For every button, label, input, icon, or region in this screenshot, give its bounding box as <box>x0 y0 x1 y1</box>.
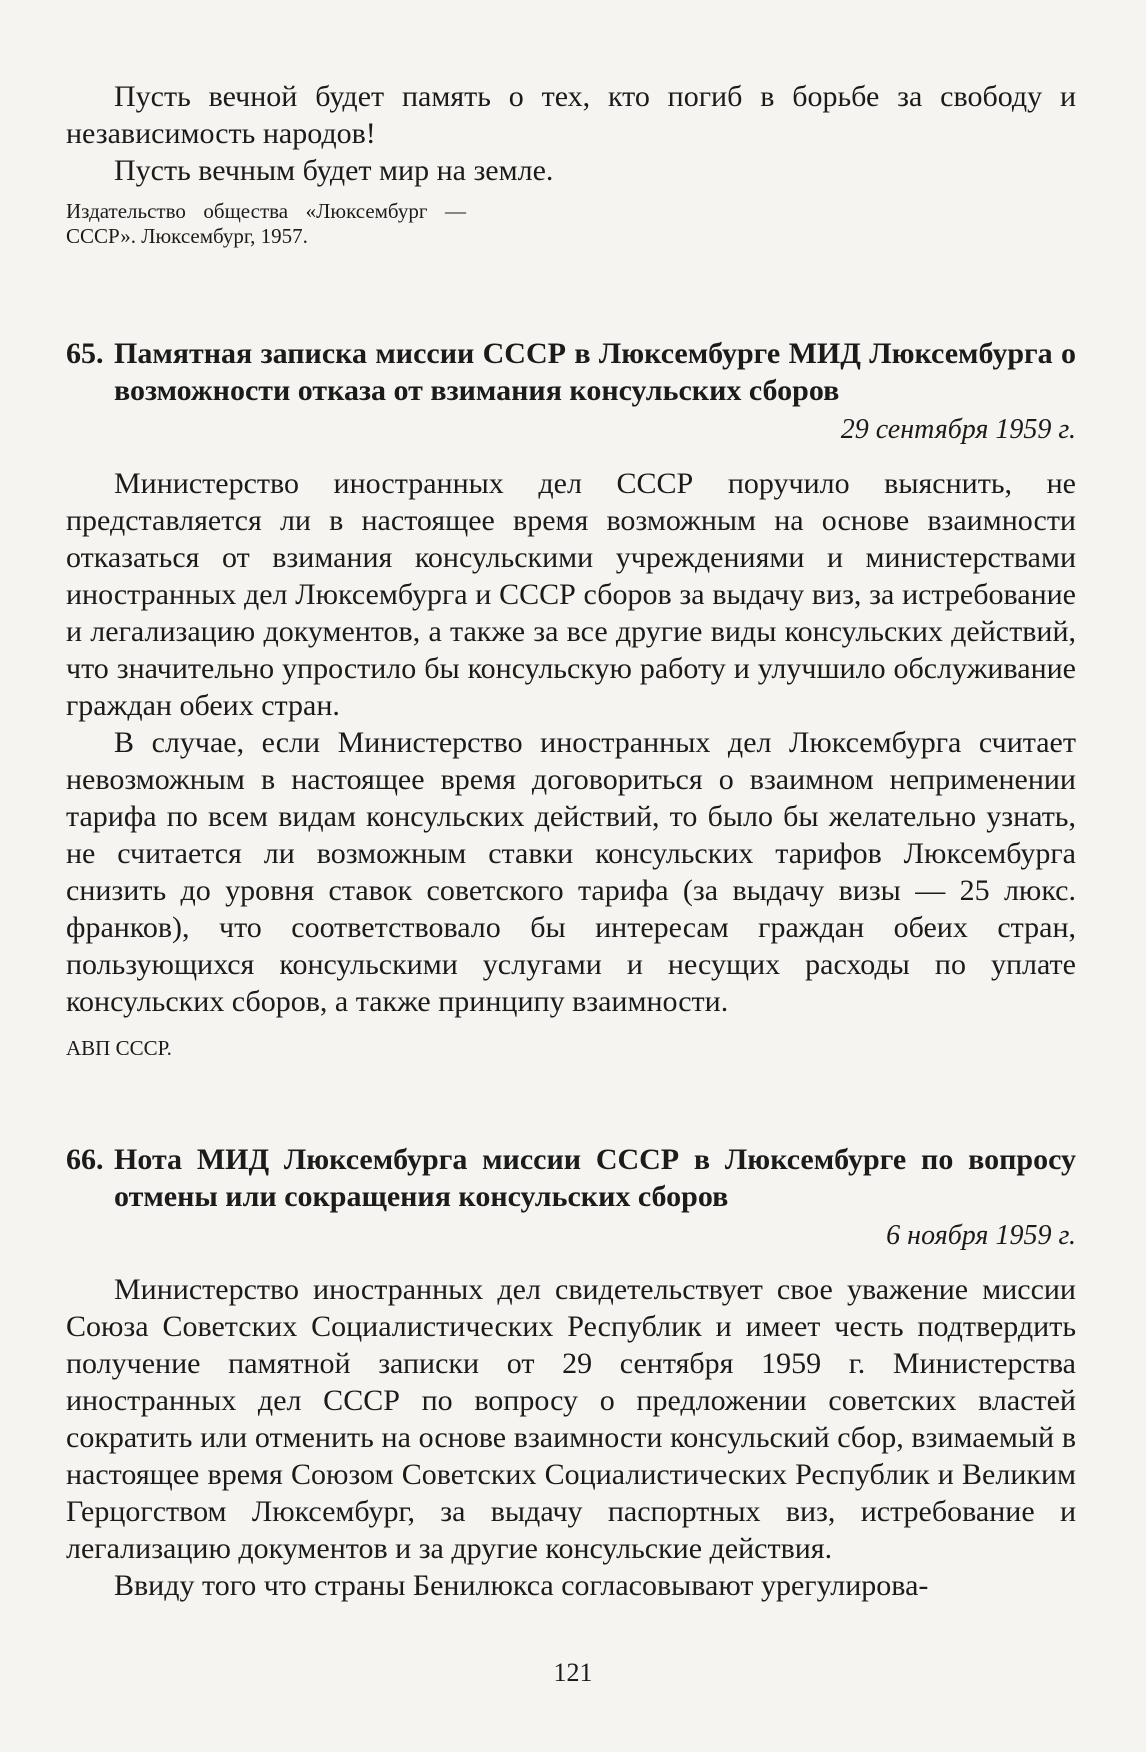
intro-line-1: Пусть вечной будет память о тех, кто погиб в борьбе за свободу и независимость народов! <box>66 80 1076 150</box>
doc66-number: 66. <box>66 1143 104 1176</box>
doc65-number: 65. <box>66 337 104 370</box>
doc65-paragraph-2: В случае, если Министерство иностранных дел Люксембурга считает невозможным в настоящее время договориться о взаимном неприменении тарифа по всем видам консульских действий, то было бы желательно узнать, не считается ли возможным ставки консульских тарифов Люксембурга снизить до уровня ставок советского тарифа (за выдачу визы — 25 люкс. франков), что соответствовало бы интересам граждан обеих стран, пользующихся консульскими услугами и несущих расходы по уплате консульских сборов, а также принципу взаимности. <box>66 726 1076 1018</box>
doc65-title: Памятная записка миссии СССР в Люксембурге МИД Люксембурга о возможности отказа от взимания консульских сборов <box>114 337 1076 407</box>
doc65-paragraph-1: Министерство иностранных дел СССР поручило выяснить, не представляется ли в настоящее время возможным на основе взаимности отказаться от взимания консульскими учреждениями и министерствами иностранных дел Люксембурга и СССР сборов за выдачу виз, за истребование и легализацию документов, а также за все другие виды консульских действий, что значительно упростило бы консульскую работу и улучшило обслуживание граждан обеих стран. <box>66 467 1076 722</box>
document-66 <box>66 1141 1076 1604</box>
doc66-heading <box>66 1141 1076 1215</box>
doc65-date: 29 сентября 1959 г. <box>840 414 1076 445</box>
doc66-date: 6 ноября 1959 г. <box>886 1220 1076 1251</box>
doc66-title: Нота МИД Люксембурга миссии СССР в Люксембурге по вопросу отмены или сокращения консульских сборов <box>114 1143 1076 1213</box>
document-65 <box>66 335 1076 1061</box>
page-number: 121 <box>553 1658 593 1687</box>
doc65-heading <box>66 335 1076 409</box>
intro-line-2: Пусть вечным будет мир на земле. <box>114 154 554 187</box>
intro-block <box>66 78 1076 249</box>
doc65-source: АВП СССР. <box>66 1036 172 1060</box>
doc66-paragraph-2: Ввиду того что страны Бенилюкса согласовывают урегулирова- <box>114 1569 929 1602</box>
doc66-paragraph-1: Министерство иностранных дел свидетельствует свое уважение миссии Союза Советских Социалистических Республик и имеет честь подтвердить получение памятной записки от 29 сентября 1959 г. Министерства иностранных дел СССР по вопросу о предложении советских властей сократить или отменить на основе взаимности консульский сбор, взимаемый в настоящее время Союзом Советских Социалистических Республик и Великим Герцогством Люксембург, за выдачу паспортных виз, истребование и легализацию документов и за другие консульские действия. <box>66 1273 1076 1565</box>
intro-citation: Издательство общества «Люксембург — СССР». Люксембург, 1957. <box>66 199 466 248</box>
